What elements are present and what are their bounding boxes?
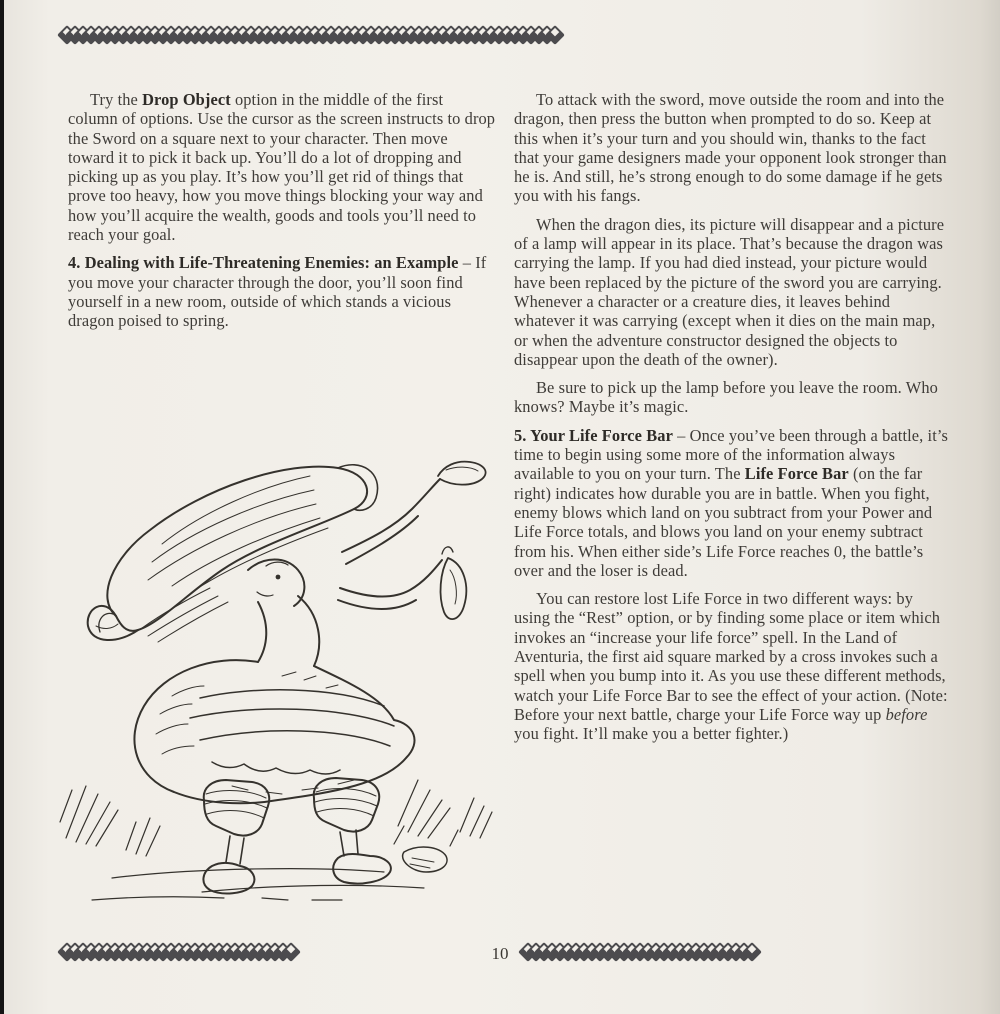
chain-border-bottom-right — [521, 941, 759, 963]
chain-border-bottom-left — [60, 941, 298, 963]
paragraph: To attack with the sword, move outside the room and into the dragon, then press the button when prompted to do so. Keep at this when it’s your turn and you should win, thanks to the fact that your game designers made your opponent look stronger than he is. And still, he’s strong enough to do some damage if he gets you with his fangs. — [514, 90, 947, 206]
paragraph: You can restore lost Life Force in two different ways: by using the “Rest” option, or by finding some place or item which invokes an “increase your life force” spell. In the Land of Aventuria, the first aid square marked by a cross invokes such a spell when you bump into it. As you use these different methods, watch your Life Force Bar to see the effect of your action. (Note: Before your next battle, charge your Life Force way up before you fight. It’ll make you a better fighter.) — [514, 589, 948, 744]
paragraph: Be sure to pick up the lamp before you leave the room. Who knows? Maybe it’s magic. — [514, 378, 938, 417]
right-column — [514, 90, 950, 753]
page-number: 10 — [491, 944, 509, 963]
section-heading-paragraph: 4. Dealing with Life-Threatening Enemies: an Example – If you move your character through the door, you’ll soon find yourself in a new room, outside of which stands a vicious dragon poised to spring. — [68, 253, 487, 331]
dragon-illustration — [52, 446, 500, 951]
chain-border-top — [60, 24, 562, 46]
left-column — [68, 90, 496, 340]
scan-edge-strip — [0, 0, 4, 1014]
paragraph: When the dragon dies, its picture will disappear and a picture of a lamp will appear in its place. That’s because the dragon was carrying the lamp. If you had died instead, your picture would have been replaced by the picture of the sword you are carrying. Whenever a character or a creature dies, it leaves behind whatever it was carrying (except when it dies on the main map, or when the adventure constructor designed the objects to disappear upon the death of the owner). — [514, 214, 945, 369]
section-heading-paragraph: 5. Your Life Force Bar – Once you’ve been through a battle, it’s time to begin using some more of the information always available to you on your turn. The Life Force Bar (on the far right) indicates how durable you are in battle. When you fight, enemy blows which land on you subtract from your Power and Life Force totals, and blows you land on your enemy subtract from his. When either side’s Life Force reaches 0, the battle’s over and the loser is dead. — [514, 425, 948, 580]
paragraph: Try the Drop Object option in the middle of the first column of options. Use the cursor as the screen instructs to drop the Sword on a square next to your character. Then move toward it to pick it back up. You’ll do a lot of dropping and picking up as you play. It’s how you’ll get rid of things that prove too heavy, how you move things blocking your way and how you’ll acquire the wealth, goods and tools you’ll need to reach your goal. — [68, 90, 496, 245]
